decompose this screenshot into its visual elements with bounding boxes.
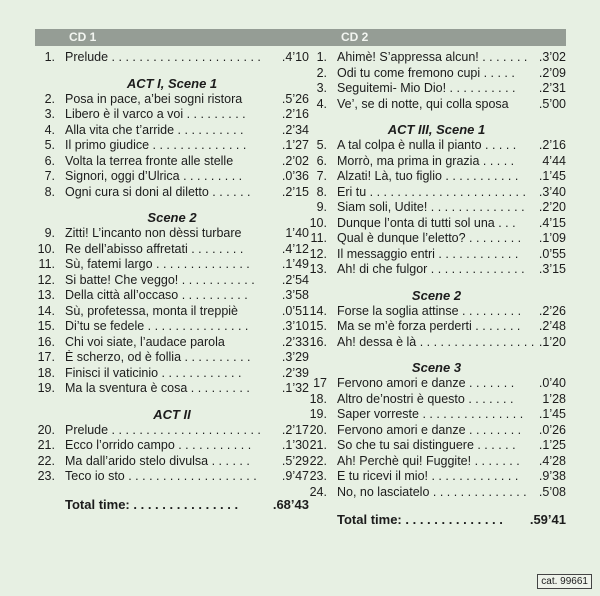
section-heading: ACT III, Scene 1 [387, 122, 486, 137]
track-row [307, 154, 566, 170]
track-number: 23. [309, 469, 327, 483]
track-number: 17 [313, 376, 327, 390]
track-number: 7. [316, 169, 327, 183]
track-title: Seguitemi- Mio Dio! . . . . . . . . . . [337, 81, 516, 95]
track-number: 13. [309, 262, 327, 276]
track-number: 24. [309, 484, 327, 499]
track-row [35, 273, 309, 289]
track-duration: .4’12 [281, 241, 309, 256]
track-number: 21. [309, 438, 327, 452]
track-row [307, 185, 566, 201]
track-duration: .0’40 [538, 376, 566, 390]
track-duration: .4’15 [538, 215, 566, 230]
track-duration: .2’33 [281, 334, 309, 349]
track-number: 20. [309, 422, 327, 437]
track-row [307, 81, 566, 97]
cd2-header: CD 2 [307, 29, 566, 46]
track-row [35, 350, 309, 366]
section-heading: ACT I, Scene 1 [126, 75, 218, 91]
track-title: E tu ricevi il mio! . . . . . . . . . . . . . [337, 469, 519, 483]
track-duration: .3’40 [538, 184, 566, 199]
track-title: Il primo giudice . . . . . . . . . . . . . . [65, 138, 247, 152]
track-duration: .3’15 [538, 262, 566, 276]
track-number: 23. [37, 469, 55, 483]
track-number: 18. [309, 391, 327, 406]
track-title: So che tu sai distinguere . . . . . . [337, 438, 516, 452]
track-row [307, 407, 566, 423]
cd2-tracklist [307, 50, 566, 505]
track-title: Di’tu se fedele . . . . . . . . . . . . . . . [65, 319, 249, 333]
track-row [35, 319, 309, 335]
track-title: Ogni cura si doni al diletto . . . . . . [65, 184, 251, 199]
total-value: .59’41 [529, 512, 566, 527]
track-title: Sù, profetessa, monta il treppiè [65, 303, 239, 318]
track-number: 21. [37, 438, 55, 452]
track-duration: .0’36 [281, 169, 309, 183]
track-title: Alzati! Là, tuo figlio . . . . . . . . . . . [337, 169, 519, 183]
track-row [307, 169, 566, 185]
cd1-total [35, 497, 309, 512]
track-row [307, 469, 566, 485]
track-row [35, 185, 309, 201]
track-row [35, 123, 309, 139]
track-number: 2. [44, 91, 55, 106]
group-spacer [35, 200, 309, 205]
track-row [35, 454, 309, 470]
group-spacer [35, 485, 309, 490]
track-title: Posa in pace, a’bei sogni ristora [65, 91, 243, 106]
track-row [35, 381, 309, 397]
track-row [307, 438, 566, 454]
track-duration: .2’17 [281, 422, 309, 437]
track-number: 9. [316, 200, 327, 214]
track-duration: .2’26 [538, 303, 566, 318]
track-title: Ah! di che fulgor . . . . . . . . . . . . . . [337, 262, 525, 276]
track-row [35, 107, 309, 123]
track-row [35, 154, 309, 170]
track-title: Ah! dessa è là . . . . . . . . . . . . . . . . . [337, 334, 535, 349]
track-number: 20. [37, 422, 55, 437]
track-title: Ahimè! S’appressa alcun! . . . . . . . [337, 50, 528, 64]
track-duration: .2’16 [538, 138, 566, 152]
track-row [307, 216, 566, 232]
track-row [307, 262, 566, 278]
track-number: 5. [316, 138, 327, 152]
track-number: 6. [316, 153, 327, 168]
track-number: 10. [309, 215, 327, 230]
track-title: A tal colpa è nulla il pianto . . . . . [337, 138, 517, 152]
track-row [35, 304, 309, 320]
track-title: Prelude . . . . . . . . . . . . . . . . . . . . . . [65, 50, 261, 64]
track-title: Saper vorreste . . . . . . . . . . . . . . . [337, 407, 524, 421]
track-number: 4. [44, 122, 55, 137]
track-number: 9. [44, 226, 55, 240]
track-title: Siam soli, Udite! . . . . . . . . . . . . . . [337, 200, 525, 214]
track-duration: .1’25 [538, 438, 566, 452]
track-title: Ma la sventura è cosa . . . . . . . . . [65, 381, 250, 395]
track-duration: .5’08 [538, 484, 566, 499]
track-number: 11. [310, 231, 327, 245]
track-duration: .1’09 [538, 231, 566, 245]
track-row [35, 138, 309, 154]
track-duration: .2’39 [281, 365, 309, 380]
track-title: Ma dall’arido stelo divulsa . . . . . . [65, 453, 250, 468]
track-duration: .3’10 [281, 319, 309, 333]
track-duration: .9’47 [281, 469, 309, 483]
section-heading: Scene 3 [411, 360, 462, 375]
track-title: Zitti! L’incanto non dèssi turbare [65, 226, 242, 240]
track-row [307, 319, 566, 335]
cd1-tracklist [35, 50, 309, 490]
group-spacer [307, 350, 566, 355]
track-row [307, 335, 566, 351]
track-row [35, 469, 309, 485]
track-number: 8. [316, 184, 327, 199]
track-row [35, 257, 309, 273]
track-title: Sù, fatemi largo . . . . . . . . . . . . . . [65, 257, 250, 271]
section-heading: Scene 2 [147, 210, 197, 225]
track-number: 15. [309, 319, 327, 333]
track-duration: 1’40 [285, 226, 309, 240]
track-title: Prelude . . . . . . . . . . . . . . . . . . . . . . [65, 422, 261, 437]
track-title: No, no lasciatelo . . . . . . . . . . . . . . [337, 484, 527, 499]
track-number: 22. [37, 453, 55, 468]
track-duration: .4’28 [538, 453, 566, 468]
track-duration: 1’28 [542, 391, 566, 406]
track-number: 19. [309, 407, 327, 421]
track-number: 19. [37, 381, 55, 395]
track-row [35, 169, 309, 185]
track-title: Finisci il vaticinio . . . . . . . . . . . . [65, 365, 242, 380]
track-title: Ma se m’è forza perderti . . . . . . . [337, 319, 521, 333]
track-duration: .0’55 [538, 246, 566, 261]
cd1-header: CD 1 [35, 29, 309, 46]
track-title: Libero è il varco a voi . . . . . . . . . [65, 107, 246, 121]
track-duration: .2’15 [281, 184, 309, 199]
track-duration: .1’45 [538, 407, 566, 421]
track-title: Ecco l’orrido campo . . . . . . . . . . . [65, 438, 252, 452]
track-duration: .2’02 [281, 153, 309, 168]
group-spacer [307, 500, 566, 505]
track-number: 15. [37, 319, 55, 333]
track-number: 16. [37, 334, 55, 349]
track-duration: .1’20 [538, 334, 566, 349]
group-spacer [307, 278, 566, 283]
track-duration: .2’34 [281, 122, 309, 137]
track-row [35, 288, 309, 304]
track-duration: .2’20 [538, 200, 566, 214]
track-number: 22. [309, 453, 327, 468]
track-row [35, 92, 309, 108]
track-number: 14. [309, 303, 327, 318]
track-number: 6. [44, 153, 55, 168]
track-number: 8. [44, 184, 55, 199]
track-number: 1. [44, 50, 55, 64]
track-title: Ah! Perchè qui! Fuggite! . . . . . . . [337, 453, 520, 468]
track-row [307, 454, 566, 470]
track-row [35, 242, 309, 258]
track-number: 17. [37, 350, 55, 364]
track-row [307, 423, 566, 439]
track-number: 11. [38, 257, 55, 271]
track-title: Eri tu . . . . . . . . . . . . . . . . . . . . . . . [337, 184, 526, 199]
track-title: Si batte! Che veggo! . . . . . . . . . . . [65, 272, 255, 287]
track-title: Fervono amori e danze . . . . . . . . [337, 422, 522, 437]
track-title: Dunque l’onta di tutti sol una . . . [337, 215, 516, 230]
track-duration: .1’45 [538, 169, 566, 183]
section-heading: Scene 2 [411, 287, 462, 303]
track-row [307, 247, 566, 263]
track-row [307, 66, 566, 82]
track-duration: .2’09 [538, 65, 566, 80]
cd2-total [307, 512, 566, 527]
track-number: 2. [316, 65, 327, 80]
total-value: .68’43 [272, 496, 309, 512]
track-number: 16. [309, 334, 327, 349]
track-title: Alla vita che t’arride . . . . . . . . . . [65, 122, 244, 137]
track-duration: .5’00 [538, 96, 566, 111]
track-number: 13. [37, 288, 55, 302]
track-title: Fervono amori e danze . . . . . . . [337, 376, 515, 390]
track-title: Volta la terrea fronte alle stelle [65, 153, 234, 168]
track-row [307, 392, 566, 408]
track-row [307, 485, 566, 501]
track-duration: .5’26 [281, 91, 309, 106]
track-duration: .3’29 [281, 350, 309, 364]
track-number: 12. [309, 246, 327, 261]
track-title: Della città all’occaso . . . . . . . . . . [65, 288, 248, 302]
track-row [307, 231, 566, 247]
track-duration: .3’58 [281, 288, 309, 302]
track-duration: .0’26 [538, 422, 566, 437]
track-row [307, 138, 566, 154]
track-row [35, 226, 309, 242]
track-duration: .1’49 [281, 257, 309, 271]
track-duration: .1’27 [281, 138, 309, 152]
track-title: Ve’, se di notte, qui colla sposa [337, 96, 509, 111]
track-duration: .2’54 [281, 272, 309, 287]
track-number: 3. [44, 107, 55, 121]
track-number: 5. [44, 138, 55, 152]
track-duration: .1’30 [281, 438, 309, 452]
track-title: Qual è dunque l’eletto? . . . . . . . . [337, 231, 522, 245]
track-duration: .0’51 [281, 303, 309, 318]
total-label: Total time: . . . . . . . . . . . . . . [337, 512, 503, 527]
track-duration: .5’29 [281, 453, 309, 468]
group-spacer [35, 397, 309, 402]
track-number: 14. [37, 303, 55, 318]
track-duration: .3’02 [538, 50, 566, 64]
track-number: 3. [316, 81, 327, 95]
track-duration: .2’48 [538, 319, 566, 333]
catalog-number: cat. 99661 [537, 574, 592, 589]
track-number: 12. [37, 272, 55, 287]
track-row [307, 200, 566, 216]
track-duration: 4’44 [542, 153, 566, 168]
track-row [307, 376, 566, 392]
total-label: Total time: . . . . . . . . . . . . . . . [65, 496, 239, 512]
group-spacer [35, 66, 309, 71]
track-title: Signori, oggi d’Ulrica . . . . . . . . . [65, 169, 243, 183]
track-row [307, 304, 566, 320]
track-number: 18. [37, 365, 55, 380]
track-title: Re dell’abisso affretati . . . . . . . . [65, 241, 244, 256]
group-spacer [307, 112, 566, 117]
track-title: Morrò, ma prima in grazia . . . . . [337, 153, 515, 168]
track-row [35, 50, 309, 66]
track-row [35, 366, 309, 382]
track-row [35, 423, 309, 439]
track-title: Chi voi siate, l’audace parola [65, 334, 225, 349]
track-title: È scherzo, od è follia . . . . . . . . . . [65, 350, 251, 364]
track-number: 10. [37, 241, 55, 256]
track-title: Forse la soglia attinse . . . . . . . . . [337, 303, 522, 318]
track-title: Odi tu come fremono cupi . . . . . [337, 65, 515, 80]
cd1-column [35, 29, 309, 512]
track-title: Il messaggio entri . . . . . . . . . . . . [337, 246, 519, 261]
track-row [35, 335, 309, 351]
track-duration: .4’10 [281, 50, 309, 64]
track-number: 1. [316, 50, 327, 64]
track-duration: .1’32 [281, 381, 309, 395]
track-row [307, 50, 566, 66]
track-duration: .9’38 [538, 469, 566, 483]
track-row [35, 438, 309, 454]
section-heading: ACT II [153, 406, 191, 422]
track-row [307, 97, 566, 113]
cd2-column [307, 29, 566, 527]
track-number: 4. [316, 96, 327, 111]
track-number: 7. [44, 169, 55, 183]
track-duration: .2’16 [281, 107, 309, 121]
track-title: Teco io sto . . . . . . . . . . . . . . . . . . . [65, 469, 257, 483]
track-duration: .2’31 [538, 81, 566, 95]
track-title: Altro de’nostri è questo . . . . . . . [337, 391, 514, 406]
